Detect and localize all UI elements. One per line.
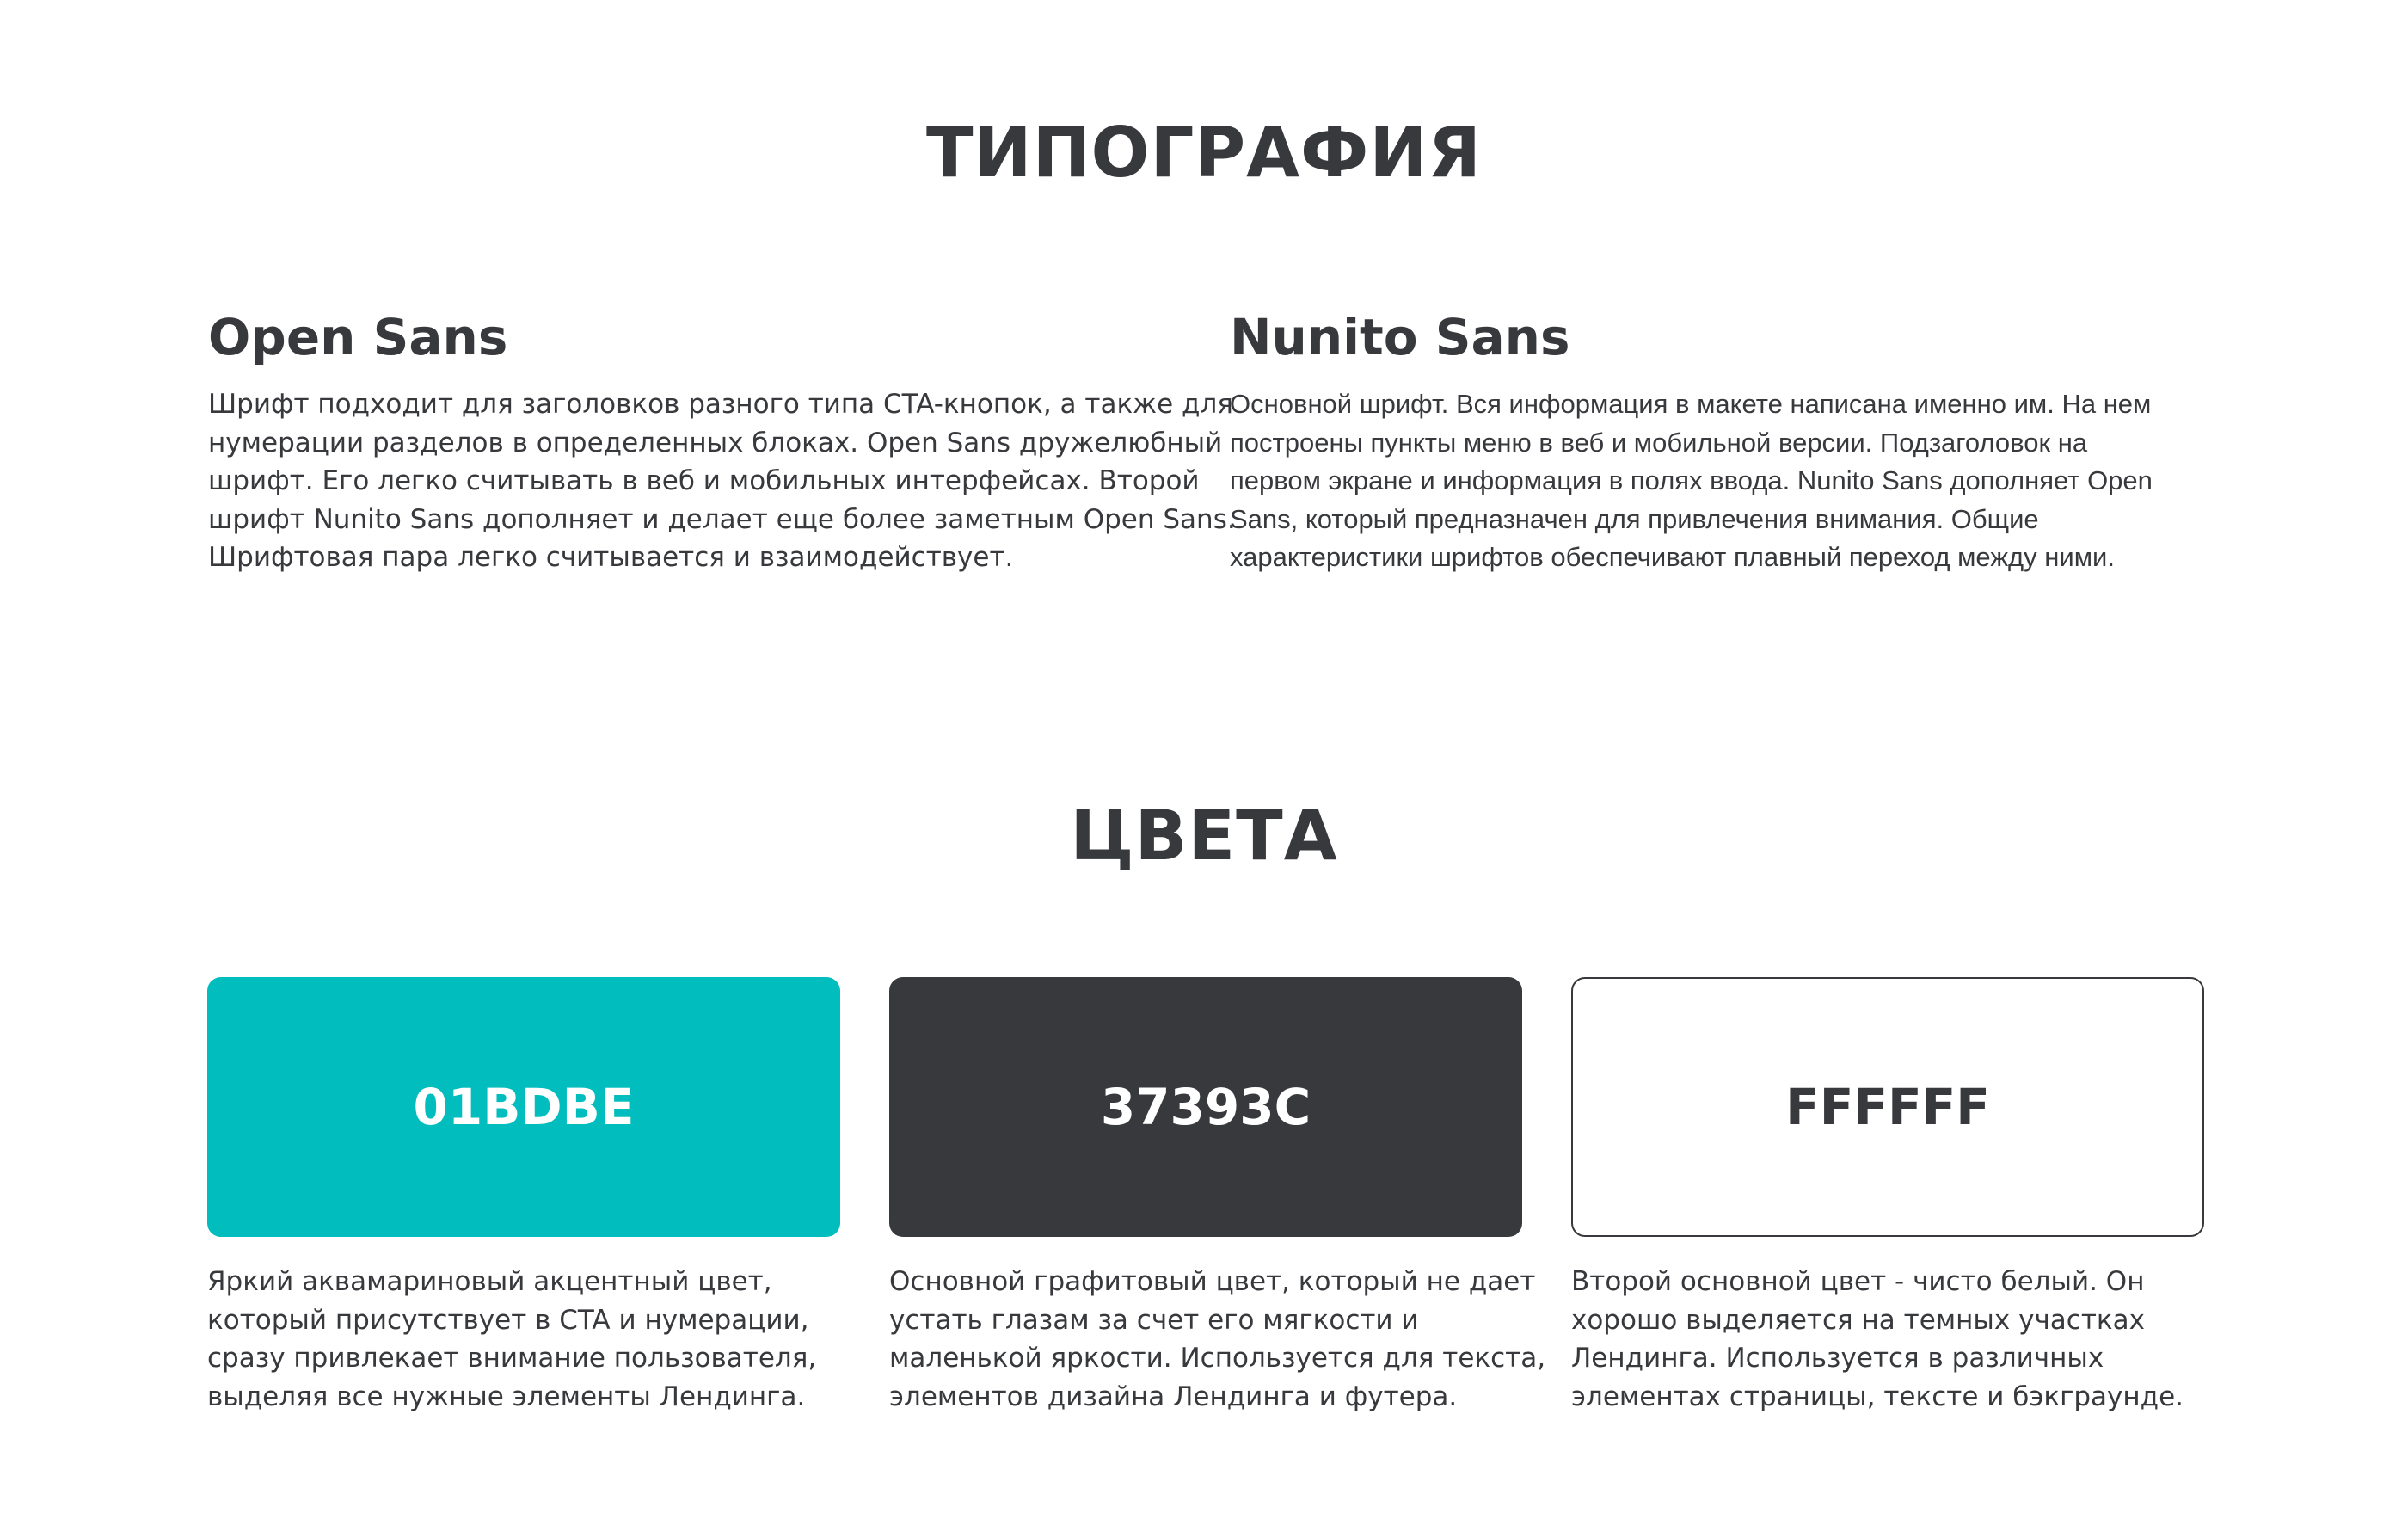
font-description-line: нумерации разделов в определенных блоках. Open Sans дружелюбный: [208, 427, 1223, 458]
color-description-line: устать глазам за счет его мягкости и: [889, 1304, 1419, 1336]
color-description-line: Лендинга. Используется в различных: [1571, 1343, 2104, 1374]
color-description-line: Основной графитовый цвет, который не дает: [889, 1266, 1536, 1297]
font-description-line: характеристики шрифтов обеспечивают плавный переход между ними.: [1230, 542, 2115, 572]
color-code: 01BDBE: [413, 1078, 635, 1136]
color-swatch-white: [1571, 977, 2204, 1237]
colors-title: ЦВЕТА: [1070, 796, 1338, 876]
font-description-line: Шрифт подходит для заголовков разного типа CTA-кнопок, а также для: [208, 389, 1233, 420]
font-description-line: Шрифтовая пара легко считывается и взаимодействует.: [208, 542, 1014, 573]
color-description-line: маленькой яркости. Используется для текста,: [889, 1343, 1546, 1374]
color-code: 37393C: [1100, 1078, 1312, 1136]
font-description-line: шрифт Nunito Sans дополняет и делает еще более заметным Open Sans.: [208, 503, 1236, 535]
color-swatch-accent: [207, 977, 840, 1237]
font-card-open-sans: [208, 303, 1236, 577]
font-description-line: Основной шрифт. Вся информация в макете написана именно им. На нем: [1230, 389, 2152, 419]
font-name: Open Sans: [208, 308, 508, 366]
color-description-graphite: [889, 1263, 1546, 1416]
color-description-line: элементов дизайна Лендинга и футера.: [889, 1381, 1458, 1412]
color-description-line: элементах страницы, тексте и бэкграунде.: [1571, 1381, 2184, 1412]
color-description-white: [1571, 1263, 2225, 1416]
font-description: [1230, 385, 2219, 577]
color-description-line: Яркий аквамариновый акцентный цвет,: [207, 1266, 772, 1297]
color-description-line: сразу привлекает внимание пользователя,: [207, 1343, 817, 1374]
color-code: FFFFFF: [1785, 1078, 1990, 1136]
color-description-line: хорошо выделяется на темных участках: [1571, 1304, 2145, 1336]
color-description-accent: [207, 1263, 861, 1416]
font-card-nunito-sans: [1230, 303, 2219, 577]
font-name: Nunito Sans: [1230, 308, 1570, 366]
font-description: [208, 385, 1236, 577]
color-swatch-graphite: [889, 977, 1522, 1237]
typography-title: ТИПОГРАФИЯ: [926, 113, 1482, 193]
font-description-line: Sans, который предназначен для привлечения внимания. Общие: [1230, 503, 2039, 534]
font-description-line: шрифт. Его легко считывать в веб и мобильных интерфейсах. Второй: [208, 465, 1200, 496]
font-description-line: построены пункты меню в веб и мобильной версии. Подзаголовок на: [1230, 427, 2088, 458]
font-description-line: первом экране и информация в полях ввода. Nunito Sans дополняет Open: [1230, 465, 2153, 495]
color-description-line: Второй основной цвет - чисто белый. Он: [1571, 1266, 2145, 1297]
color-description-line: выделяя все нужные элементы Лендинга.: [207, 1381, 806, 1412]
color-description-line: который присутствует в CTA и нумерации,: [207, 1304, 809, 1336]
